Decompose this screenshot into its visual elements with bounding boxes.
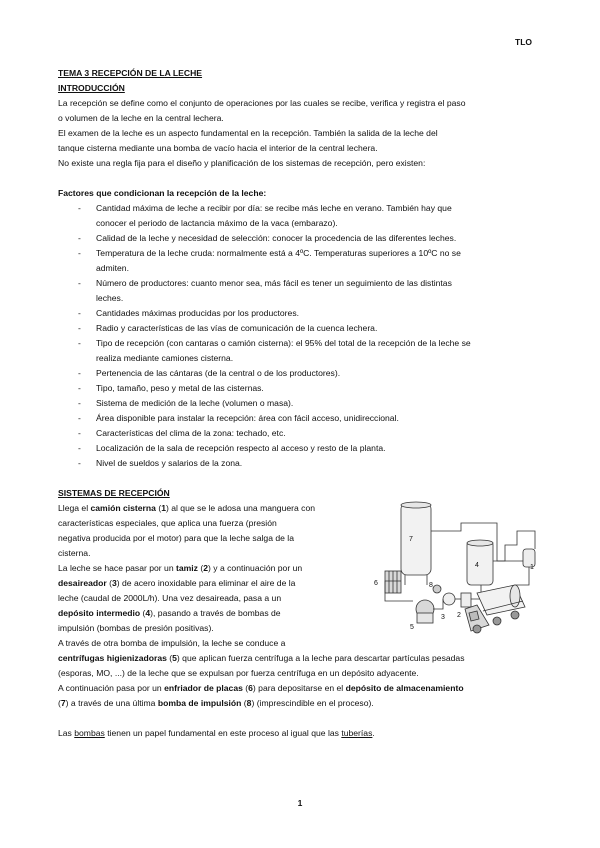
tanker-truck: [465, 585, 525, 633]
intro-line: El examen de la leche es un aspecto fundamental en la recepción. También la salida de la leche del: [58, 128, 438, 138]
pipe: [433, 599, 443, 609]
systems-heading: SISTEMAS DE RECEPCIÓN: [58, 488, 170, 498]
intro-line: o volumen de la leche en la central lechera.: [58, 113, 224, 123]
factor-item: - Radio y características de las vías de comunicación de la cuenca lechera.: [58, 321, 536, 336]
header-tag: TLO: [515, 37, 532, 47]
intro-heading: INTRODUCCIÓN: [58, 83, 125, 93]
intro-line: La recepción se define como el conjunto de operaciones por las cuales se recibe, verifica y registra el paso: [58, 98, 466, 108]
label-pump-8: 8: [429, 582, 433, 589]
label-filter-2: 2: [457, 612, 461, 619]
factor-item: - Nivel de sueldos y salarios de la zona.: [58, 456, 536, 471]
document-title: TEMA 3 RECEPCIÓN DE LA LECHE: [58, 68, 203, 78]
milk-filter: [461, 593, 471, 607]
label-truck-1: 1: [530, 564, 534, 571]
factors-heading: Factores que condicionan la recepción de la leche:: [58, 188, 267, 198]
deaerator: [443, 593, 455, 605]
underlined-term-tuberias: tuberías: [341, 728, 373, 738]
factor-item: - Localización de la sala de recepción respecto al acceso y resto de la planta.: [58, 441, 536, 456]
pump: [433, 585, 441, 593]
underlined-term-bombas: bombas: [74, 728, 105, 738]
factor-item: - Cantidad máxima de leche a recibir por día: se recibe más leche en verano. También hay que conocer el periodo de lactancia máximo de la vaca (embarazo).: [58, 201, 536, 231]
factor-item: - Pertenencia de las cántaras (de la central o de los productores).: [58, 366, 536, 381]
intro-line: tanque cisterna mediante una bomba de vacío hacia el interior de la central lechera.: [58, 143, 378, 153]
label-cooler-6: 6: [374, 580, 378, 587]
factor-item: - Tipo, tamaño, peso y metal de las cisternas.: [58, 381, 536, 396]
factor-item: - Área disponible para instalar la recepción: área con fácil acceso, unidireccional.: [58, 411, 536, 426]
storage-tank: [401, 503, 431, 575]
label-deaerator-3: 3: [441, 614, 445, 621]
intermediate-tank: [467, 541, 493, 585]
factor-item: - Número de productores: cuanto menor sea, más fácil es tener un seguimiento de las distintas leches.: [58, 276, 536, 306]
factor-item: - Tipo de recepción (con cantaras o camión cisterna): el 95% del total de la recepción de la leche se realiza mediante camiones cisterna.: [58, 336, 536, 366]
factor-item: - Sistema de medición de la leche (volumen o masa).: [58, 396, 536, 411]
factor-item: - Calidad de la leche y necesidad de selección: conocer la procedencia de las diferentes leches.: [58, 231, 536, 246]
factor-item: - Cantidades máximas producidas por los productores.: [58, 306, 536, 321]
intro-line: No existe una regla fija para el diseño y planificación de los sistemas de recepción, pero existen:: [58, 158, 426, 168]
systems-text: Llega el camión cisterna (1) al que se le adosa una manguera con características especiales, que aplica una fuerza (presión negativa producida por el motor) para que la leche salga de la cisterna. La leche se hace pasar por un tamiz (2) y a continuación por un desaireador (3) de acero inoxidable para eliminar el aire de la leche (caudal de 2000L/h). Una vez desaireada, pasa a un depósito intermedio (4), pasando a través de bombas de impulsión (bombas de presión positivas). A través de otra bomba de impulsión, la leche se conduce a: [58, 503, 316, 648]
systems-section: Llega el camión cisterna (1) al que se le adosa una manguera con características especiales, que aplica una fuerza (presión negativa producida por el motor) para que la leche salga de la cisterna. La leche se hace pasar por un tamiz (2) y a continuación por un desaireador (3) de acero inoxidable para eliminar el aire de la leche (caudal de 2000L/h). Una vez desaireada, pasa a un depósito intermedio (4), pasando a través de bombas de impulsión (bombas de presión positivas). A través de otra bomba de impulsión, la leche se conduce a 7 4 6 8 5 3 2 1 centrífugas higienizadoras (5) que aplican fuerza centrífuga a la leche para descartar partículas pesadas (esporas, MO, ...) de la leche que se expulsan por fuerza centrífuga en un depósito adyacente. A continuación pasa por un enfriador de placas (6) para depositarse en el depósito de almacenamiento (7) a través de una última bomba de impulsión (8) (imprescindible en el proceso). Las bombas tienen un papel fundamental en este proceso al igual que las tuberías.: [58, 501, 536, 741]
pipe: [515, 567, 529, 585]
reception-system-diagram: [365, 501, 543, 646]
factor-item: - Características del clima de la zona: techado, etc.: [58, 426, 536, 441]
label-centrifuge-5: 5: [410, 624, 414, 631]
page-number: 1: [297, 798, 303, 808]
label-tank-7: 7: [409, 536, 413, 543]
document-body: [58, 66, 536, 741]
factor-item: - Temperatura de la leche cruda: normalmente está a 4ºC. Temperaturas superiores a 10ºC no se admiten.: [58, 246, 536, 276]
label-tank-4: 4: [475, 562, 479, 569]
factors-list: [58, 201, 536, 471]
